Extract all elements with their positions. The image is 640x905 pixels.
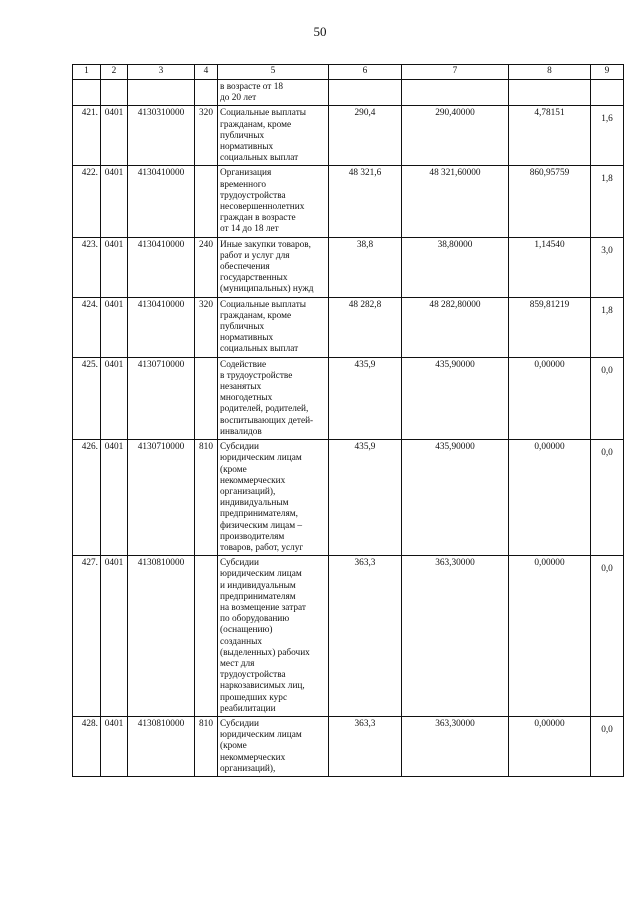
expense-name-line: работ и услуг для xyxy=(220,250,290,261)
table-row xyxy=(73,106,624,166)
planned-amount: 363,30000 xyxy=(402,716,509,776)
planned-amount: 48 282,80000 xyxy=(402,297,509,357)
expense-name-line: (оснащению) xyxy=(220,625,273,636)
row-number: 427. xyxy=(73,556,101,717)
expense-name xyxy=(218,237,329,297)
expense-name-line: Субсидии xyxy=(220,718,260,729)
expense-type-code: 240 xyxy=(195,237,218,297)
expense-name-line: предпринимателям xyxy=(220,591,296,602)
expense-type-code xyxy=(195,80,218,106)
expense-name-line: прошедших курс xyxy=(220,692,288,703)
budget-table xyxy=(72,64,624,777)
approved-amount xyxy=(329,80,402,106)
expense-name-line: товаров, работ, услуг xyxy=(220,542,304,553)
expense-name-line: нормативных xyxy=(220,142,274,153)
execution-percent: 0,0 xyxy=(591,440,624,556)
expense-name-line: до 20 лет xyxy=(220,93,257,104)
row-number: 421. xyxy=(73,106,101,166)
header-row xyxy=(73,65,624,80)
approved-amount: 363,3 xyxy=(329,716,402,776)
expense-name-line: юридическим лицам xyxy=(220,569,302,580)
section-code: 0401 xyxy=(101,297,128,357)
expense-name-line: государственных xyxy=(220,273,288,284)
column-header: 4 xyxy=(195,65,218,80)
section-code: 0401 xyxy=(101,440,128,556)
execution-percent: 0,0 xyxy=(591,556,624,717)
expense-name-line: юридическим лицам xyxy=(220,453,302,464)
target-article-code: 4130710000 xyxy=(128,357,195,439)
expense-name xyxy=(218,166,329,237)
expense-type-code: 810 xyxy=(195,440,218,556)
planned-amount: 48 321,60000 xyxy=(402,166,509,237)
executed-amount: 859,81219 xyxy=(509,297,591,357)
table-row xyxy=(73,440,624,556)
planned-amount: 435,90000 xyxy=(402,440,509,556)
planned-amount: 435,90000 xyxy=(402,357,509,439)
expense-name-line: предпринимателям, xyxy=(220,509,298,520)
expense-name-line: трудоустройства xyxy=(220,190,286,201)
column-header: 3 xyxy=(128,65,195,80)
row-number: 425. xyxy=(73,357,101,439)
section-code: 0401 xyxy=(101,106,128,166)
executed-amount: 0,00000 xyxy=(509,440,591,556)
expense-name-line: некоммерческих xyxy=(220,752,286,763)
expense-name xyxy=(218,80,329,106)
expense-name-line: Социальные выплаты xyxy=(220,108,307,119)
expense-name-line: временного xyxy=(220,179,267,190)
approved-amount: 48 321,6 xyxy=(329,166,402,237)
expense-name-line: публичных xyxy=(220,322,265,333)
section-code xyxy=(101,80,128,106)
target-article-code: 4130410000 xyxy=(128,297,195,357)
table-row xyxy=(73,716,624,776)
table-row xyxy=(73,357,624,439)
expense-name-line: в трудоустройстве xyxy=(220,370,293,381)
planned-amount xyxy=(402,80,509,106)
expense-name-line: на возмещение затрат xyxy=(220,602,306,613)
section-code: 0401 xyxy=(101,556,128,717)
expense-name-line: нормативных xyxy=(220,333,274,344)
column-header: 1 xyxy=(73,65,101,80)
expense-name-line: производителям xyxy=(220,531,285,542)
expense-name-line: Социальные выплаты xyxy=(220,299,307,310)
section-code: 0401 xyxy=(101,716,128,776)
expense-name xyxy=(218,556,329,717)
approved-amount: 48 282,8 xyxy=(329,297,402,357)
planned-amount: 290,40000 xyxy=(402,106,509,166)
expense-name-line: многодетных xyxy=(220,393,273,404)
executed-amount: 0,00000 xyxy=(509,556,591,717)
target-article-code: 4130710000 xyxy=(128,440,195,556)
expense-name-line: и индивидуальным xyxy=(220,580,296,591)
target-article-code: 4130410000 xyxy=(128,166,195,237)
expense-type-code: 320 xyxy=(195,297,218,357)
approved-amount: 435,9 xyxy=(329,440,402,556)
executed-amount: 4,78151 xyxy=(509,106,591,166)
execution-percent: 1,6 xyxy=(591,106,624,166)
row-number: 423. xyxy=(73,237,101,297)
approved-amount: 38,8 xyxy=(329,237,402,297)
expense-name-line: по оборудованию xyxy=(220,614,290,625)
execution-percent xyxy=(591,80,624,106)
expense-name-line: Содействие xyxy=(220,359,267,370)
target-article-code: 4130810000 xyxy=(128,716,195,776)
executed-amount: 860,95759 xyxy=(509,166,591,237)
execution-percent: 0,0 xyxy=(591,357,624,439)
target-article-code: 4130810000 xyxy=(128,556,195,717)
section-code: 0401 xyxy=(101,166,128,237)
table-row xyxy=(73,556,624,717)
approved-amount: 363,3 xyxy=(329,556,402,717)
page-number: 50 xyxy=(313,24,327,39)
row-number: 422. xyxy=(73,166,101,237)
expense-name-line: в возрасте от 18 xyxy=(220,82,283,92)
expense-name-line: социальных выплат xyxy=(220,344,299,355)
column-header: 8 xyxy=(509,65,591,80)
expense-name-line: организаций), xyxy=(220,763,276,774)
expense-name-line: наркозависимых лиц, xyxy=(220,681,305,692)
row-number: 426. xyxy=(73,440,101,556)
target-article-code: 4130310000 xyxy=(128,106,195,166)
expense-name-line: гражданам, кроме xyxy=(220,119,292,130)
expense-name xyxy=(218,357,329,439)
expense-name-line: родителей, родителей, xyxy=(220,404,309,415)
executed-amount: 0,00000 xyxy=(509,716,591,776)
expense-name-line: несовершеннолетних xyxy=(220,202,305,213)
target-article-code xyxy=(128,80,195,106)
table-row xyxy=(73,166,624,237)
expense-name-line: индивидуальным xyxy=(220,498,289,509)
expense-name-line: трудоустройства xyxy=(220,670,286,681)
target-article-code: 4130410000 xyxy=(128,237,195,297)
row-number: 424. xyxy=(73,297,101,357)
expense-name xyxy=(218,716,329,776)
column-header: 9 xyxy=(591,65,624,80)
expense-type-code xyxy=(195,357,218,439)
expense-name-line: некоммерческих xyxy=(220,475,286,486)
execution-percent: 1,8 xyxy=(591,166,624,237)
expense-name-line: обеспечения xyxy=(220,262,270,273)
expense-name-line: созданных xyxy=(220,636,262,647)
column-header: 6 xyxy=(329,65,402,80)
approved-amount: 435,9 xyxy=(329,357,402,439)
expense-type-code xyxy=(195,166,218,237)
expense-name-line: от 14 до 18 лет xyxy=(220,224,279,235)
expense-name xyxy=(218,106,329,166)
expense-name-line: Организация xyxy=(220,168,272,179)
execution-percent: 3,0 xyxy=(591,237,624,297)
row-number: 428. xyxy=(73,716,101,776)
expense-name-line: социальных выплат xyxy=(220,153,299,164)
expense-name xyxy=(218,440,329,556)
expense-name-line: воспитывающих детей- xyxy=(220,415,314,426)
expense-name-line: организаций), xyxy=(220,486,276,497)
section-code: 0401 xyxy=(101,357,128,439)
expense-name-line: (кроме xyxy=(220,741,247,752)
planned-amount: 363,30000 xyxy=(402,556,509,717)
table-row xyxy=(73,80,624,106)
expense-name-line: Иные закупки товаров, xyxy=(220,239,312,250)
expense-name-line: реабилитации xyxy=(220,703,276,714)
column-header: 7 xyxy=(402,65,509,80)
expense-name-line: незанятых xyxy=(220,382,262,393)
expense-name-line: граждан в возрасте xyxy=(220,213,296,224)
expense-name-line: гражданам, кроме xyxy=(220,310,292,321)
expense-type-code xyxy=(195,556,218,717)
executed-amount xyxy=(509,80,591,106)
execution-percent: 0,0 xyxy=(591,716,624,776)
executed-amount: 1,14540 xyxy=(509,237,591,297)
expense-name-line: (кроме xyxy=(220,464,247,475)
expense-name-line: Субсидии xyxy=(220,442,260,453)
execution-percent: 1,8 xyxy=(591,297,624,357)
expense-name-line: Субсидии xyxy=(220,558,260,569)
row-number xyxy=(73,80,101,106)
executed-amount: 0,00000 xyxy=(509,357,591,439)
column-header: 2 xyxy=(101,65,128,80)
expense-name xyxy=(218,297,329,357)
table-row xyxy=(73,237,624,297)
expense-name-line: мест для xyxy=(220,658,255,669)
expense-name-line: публичных xyxy=(220,130,265,141)
expense-name-line: инвалидов xyxy=(220,426,262,437)
section-code: 0401 xyxy=(101,237,128,297)
table-row xyxy=(73,297,624,357)
expense-name-line: (выделенных) рабочих xyxy=(220,647,310,658)
expense-name-line: физическим лицам – xyxy=(220,520,303,531)
column-header: 5 xyxy=(218,65,329,80)
expense-name-line: юридическим лицам xyxy=(220,730,302,741)
expense-type-code: 810 xyxy=(195,716,218,776)
expense-name-line: (муниципальных) нужд xyxy=(220,284,314,295)
approved-amount: 290,4 xyxy=(329,106,402,166)
planned-amount: 38,80000 xyxy=(402,237,509,297)
expense-type-code: 320 xyxy=(195,106,218,166)
